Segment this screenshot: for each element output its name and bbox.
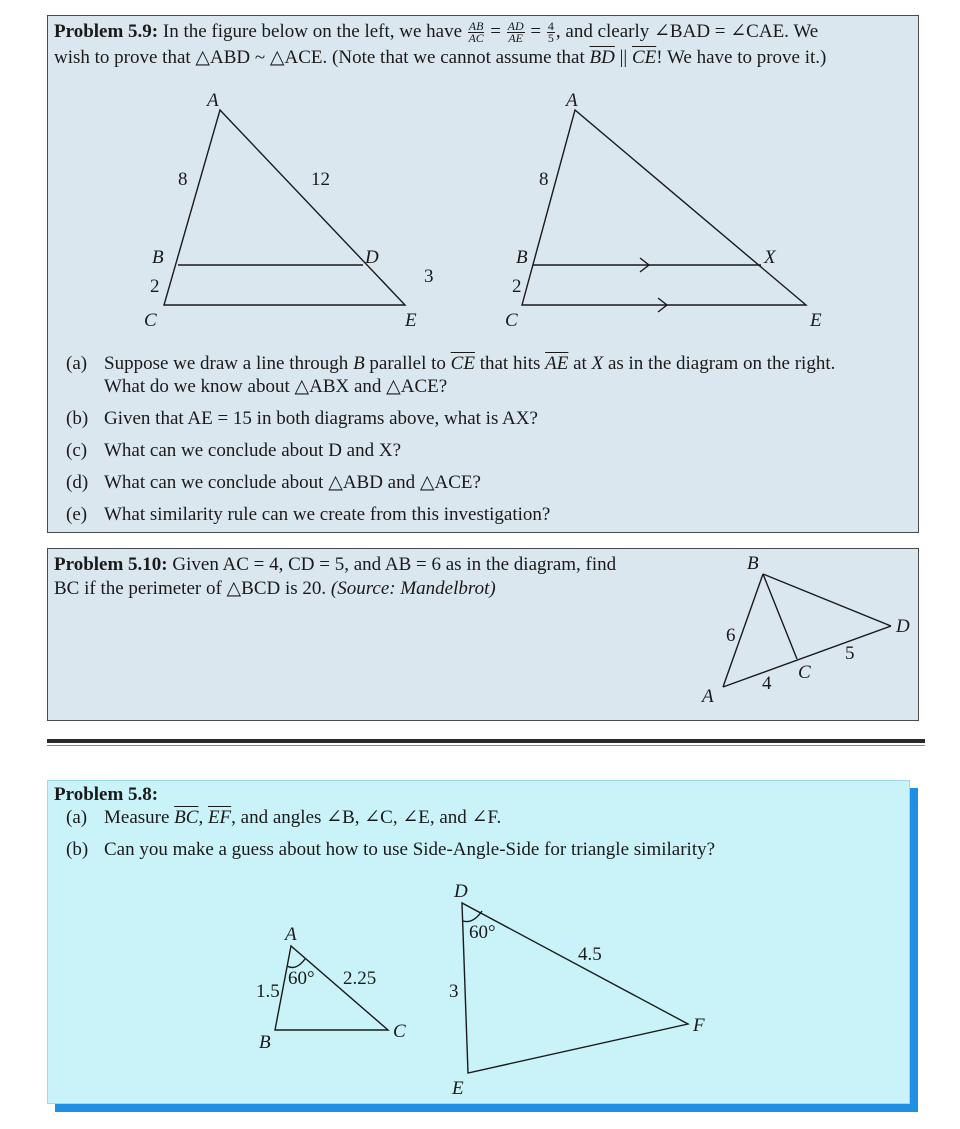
problem-5-10-question: BC if the perimeter of △BCD is 20. (54, 578, 327, 599)
problem-5-10-title: Problem 5.10: (54, 554, 168, 575)
vertex-c-label: C (798, 662, 811, 683)
part-text: What can we conclude about D and X? (104, 440, 402, 461)
part-text: parallel to (369, 353, 446, 374)
vertex-f-label: F (693, 1015, 705, 1036)
parallel-symbol: || (619, 47, 628, 68)
part-label: (e) (66, 504, 88, 525)
length-ac: 4 (762, 673, 772, 694)
problem-5-9-part-c (66, 439, 401, 462)
part-label: (a) (66, 807, 88, 828)
problem-5-9-title: Problem 5.9: (54, 21, 159, 42)
problem-5-9-note: ! We have to prove it.) (656, 47, 827, 68)
length-de: 3 (449, 981, 459, 1002)
problem-5-9-intro: In the figure below on the left, we have (162, 21, 463, 42)
problem-5-9-angles: , and clearly ∠BAD = ∠CAE. We (555, 21, 819, 42)
part-label: (c) (66, 440, 88, 461)
angle-arc-a (287, 959, 305, 967)
vertex-e-label: E (452, 1078, 464, 1099)
problem-5-8-part-b (66, 838, 715, 861)
segment-bc: $\overline{BC}$ (174, 807, 199, 828)
part-text: Can you make a guess about how to use Side-Angle-Side for triangle similarity? (104, 839, 716, 860)
problem-5-10-given: Given AC = 4, CD = 5, and AB = 6 as in the diagram, find (172, 554, 617, 575)
problem-5-9-part-a-line2: What do we know about △ABX and △ACE? (104, 376, 448, 397)
vertex-e-label: E (405, 310, 417, 331)
vertex-b-label: B (747, 553, 759, 574)
length-ad: 12 (311, 169, 330, 190)
problem-5-9-line2 (54, 46, 826, 69)
section-divider-thin (47, 745, 925, 746)
segment-bd: $\overline{BD}$ (589, 47, 615, 68)
segment-ce: $\overline{CE}$ (631, 47, 657, 68)
vertex-b-label: B (152, 247, 164, 268)
part-label: (b) (66, 839, 89, 860)
figure-quadrilateral-abcd (680, 548, 918, 720)
vertex-c-label: C (144, 310, 157, 331)
part-text: Suppose we draw a line through (104, 353, 349, 374)
length-ab: 6 (726, 625, 736, 646)
length-bc: 2 (512, 276, 522, 297)
problem-5-10-line2 (54, 577, 496, 600)
figure-left-triangle-abd-ace (47, 80, 487, 340)
part-label: (b) (66, 408, 89, 429)
vertex-d-label: D (896, 616, 910, 637)
vertex-c-label: C (505, 310, 518, 331)
length-bc: 2 (150, 276, 160, 297)
part-label: (a) (66, 353, 88, 374)
triangle-ace (164, 110, 405, 305)
problem-5-10-source: (Source: Mandelbrot) (330, 578, 496, 599)
part-text: at (573, 353, 587, 374)
problem-5-9-line1 (54, 20, 818, 44)
vertex-b-label: B (259, 1032, 271, 1053)
vertex-a-label: A (566, 90, 578, 111)
vertex-b-label: B (516, 247, 528, 268)
problem-5-8-title: Problem 5.8: (54, 784, 159, 805)
length-ac: 2.25 (343, 968, 377, 989)
fraction-4-5: $\frac{4}{5}$ (547, 19, 554, 46)
angle-d-value: 60° (469, 922, 496, 943)
part-label: (d) (66, 472, 89, 493)
vertex-a-label: A (207, 90, 219, 111)
vertex-x-label: X (764, 247, 776, 268)
problem-5-8-part-a (66, 806, 501, 829)
fraction-ab-ac: $\frac{AB}{AC}$ (468, 19, 484, 46)
point-x: X (591, 353, 604, 374)
point-b: B (353, 353, 365, 374)
segment-bc (763, 574, 797, 659)
length-df: 4.5 (578, 944, 602, 965)
equals-sign: = (490, 21, 501, 42)
figure-sas-triangles (230, 870, 730, 1100)
vertex-a-label: A (702, 686, 714, 707)
length-de: 3 (424, 266, 434, 287)
angle-a-value: 60° (288, 968, 315, 989)
segment-ae: $\overline{AE}$ (545, 353, 569, 374)
figure-right-triangle-abx-ace (480, 80, 860, 340)
part-text: Given that AE = 15 in both diagrams above, what is AX? (104, 408, 538, 429)
section-divider-thick (47, 739, 925, 743)
part-text: Measure (104, 807, 170, 828)
length-ab: 8 (539, 169, 549, 190)
triangle-def (462, 903, 688, 1073)
length-ab: 1.5 (256, 981, 280, 1002)
part-text: that hits (479, 353, 541, 374)
equals-sign: = (530, 21, 542, 42)
length-ab: 8 (178, 169, 188, 190)
problem-5-9-goal: wish to prove that △ABD ~ △ACE. (Note that we cannot assume that (54, 47, 585, 68)
fraction-ad-ae: $\frac{AD}{AE}$ (507, 19, 524, 46)
part-text: as in the diagram on the right. (607, 353, 836, 374)
vertex-d-label: D (365, 247, 379, 268)
segment-bd (763, 574, 891, 626)
part-text: What can we conclude about △ABD and △ACE? (104, 472, 481, 493)
problem-5-9-part-d (66, 471, 481, 494)
comma: , (198, 807, 204, 828)
problem-5-9-part-a (66, 352, 835, 375)
triangle-ace (522, 110, 806, 305)
problem-5-9-part-b (66, 407, 538, 430)
segment-ef: $\overline{EF}$ (207, 807, 232, 828)
problem-5-9-part-e (66, 503, 550, 526)
vertex-d-label: D (454, 881, 468, 902)
part-text: , and angles ∠B, ∠C, ∠E, and ∠F. (231, 807, 502, 828)
vertex-a-label: A (285, 924, 297, 945)
length-cd: 5 (845, 643, 855, 664)
segment-ce: $\overline{CE}$ (450, 353, 475, 374)
vertex-c-label: C (393, 1021, 406, 1042)
vertex-e-label: E (810, 310, 822, 331)
problem-5-10-line1 (54, 553, 616, 576)
part-text: What similarity rule can we create from this investigation? (104, 504, 551, 525)
